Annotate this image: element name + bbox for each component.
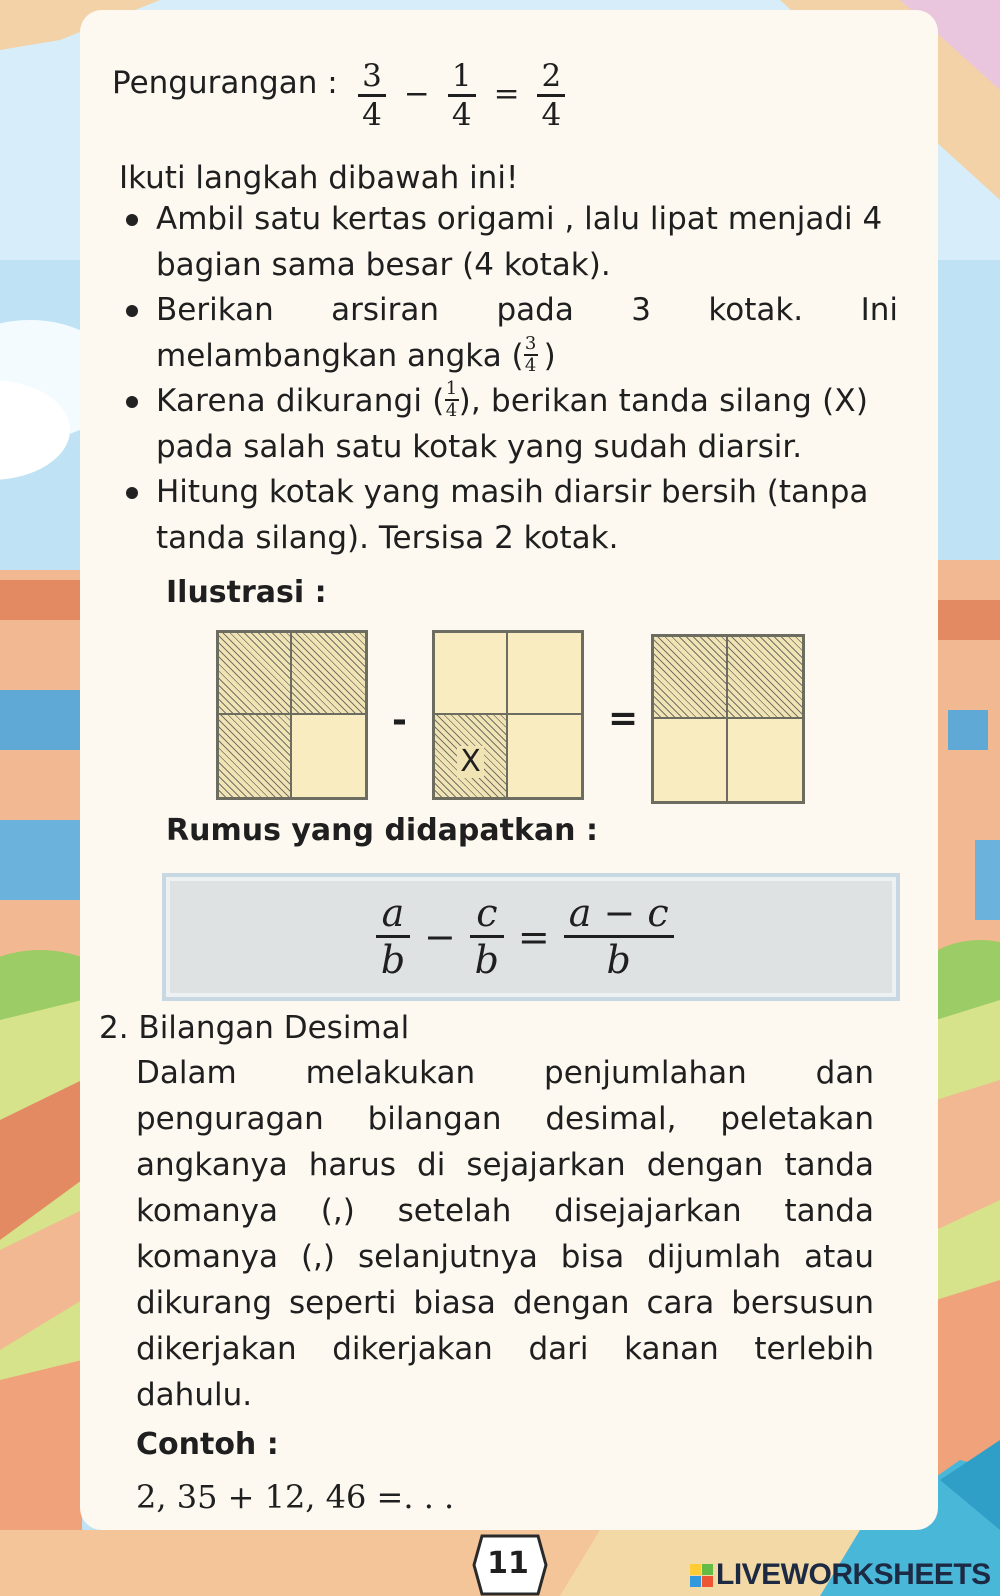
paragraph-line: penguragan bilangan desimal, peletakan [136,1101,874,1137]
fraction-one-quarter: $\frac{1}{4}$ [448,58,476,133]
empty-cell [508,715,581,797]
list-item: Ambil satu kertas origami , lalu lipat menjadi 4 bagian sama besar (4 kotak). [126,196,896,288]
grid-two-shaded [651,634,805,804]
grid-one-crossed [432,630,584,800]
paragraph-line: dikurang seperti biasa dengan cara bersusun [136,1285,874,1321]
shaded-cell [292,633,365,715]
empty-cell [292,715,365,797]
paragraph-line: komanya (,) selanjutnya bisa dijumlah atau [136,1239,874,1275]
minus-sign: − [403,76,430,112]
paragraph-line: Dalam melakukan penjumlahan dan [136,1055,874,1091]
example-expression: 2, 35 + 12, 46 =. . . [136,1478,455,1516]
paragraph-line: dikerjakan dikerjakan dari kanan terlebih [136,1331,874,1367]
shaded-cell [654,637,728,719]
section-title: 2. Bilangan Desimal [99,1010,410,1046]
bullet-icon [126,396,138,408]
instructions-title: Ikuti langkah dibawah ini! [119,160,519,196]
shaded-cell [219,633,292,715]
bullet-icon [126,214,138,226]
liveworksheets-logo [690,1558,991,1592]
paragraph-line: angkanya harus di sejajarkan dengan tanda [136,1147,874,1183]
illustration-title: Ilustrasi : [166,575,327,610]
fraction-three-quarters: $\frac{3}{4}$ [358,58,386,133]
inline-fraction-three-quarters: $\frac{3}{4}$ [524,332,537,376]
liveworksheets-logo-icon [690,1564,713,1587]
empty-cell [508,633,581,715]
bullet-icon [126,305,138,317]
brand-name: LIVEWORKSHEETS [716,1558,991,1591]
formula-title: Rumus yang didapatkan : [166,813,598,848]
minus-operator: - [392,700,407,741]
fraction-two-quarters: $\frac{2}{4}$ [537,58,565,133]
formula-box [162,873,900,1001]
cross-mark-icon: X [457,746,484,778]
list-item: Karena dikurangi ( $\frac{1}{4}$ ), berikan tanda silang (X) pada salah satu kotak yang sudah diarsir. [126,378,896,470]
list-item: Berikan arsiran pada 3 kotak. Ini melambangkan angka ( $\frac{3}{4}$ ) [126,287,896,379]
crossed-cell [435,715,508,797]
list-item: Hitung kotak yang masih diarsir bersih (tanpa tanda silang). Tersisa 2 kotak. [126,469,896,561]
grid-three-shaded [216,630,368,800]
empty-cell [435,633,508,715]
subtraction-label: Pengurangan : [112,65,338,101]
paragraph-line: dahulu. [136,1377,253,1413]
bullet-icon [126,487,138,499]
paragraph-line: komanya (,) setelah disejajarkan tanda [136,1193,874,1229]
empty-cell [654,719,728,801]
example-label: Contoh : [136,1427,279,1462]
subtraction-equation [358,58,565,133]
general-subtraction-formula: $\frac{a}{b}$ − $\frac{c}{b}$ = $\frac{a - c}{b}$ [376,891,674,982]
page-number: 11 [487,1546,529,1581]
equals-sign: = [493,76,520,112]
equals-operator: = [608,698,639,739]
shaded-cell [728,637,802,719]
inline-fraction-one-quarter: $\frac{1}{4}$ [445,377,458,421]
shaded-cell [219,715,292,797]
subtraction-heading [112,60,338,106]
empty-cell [728,719,802,801]
